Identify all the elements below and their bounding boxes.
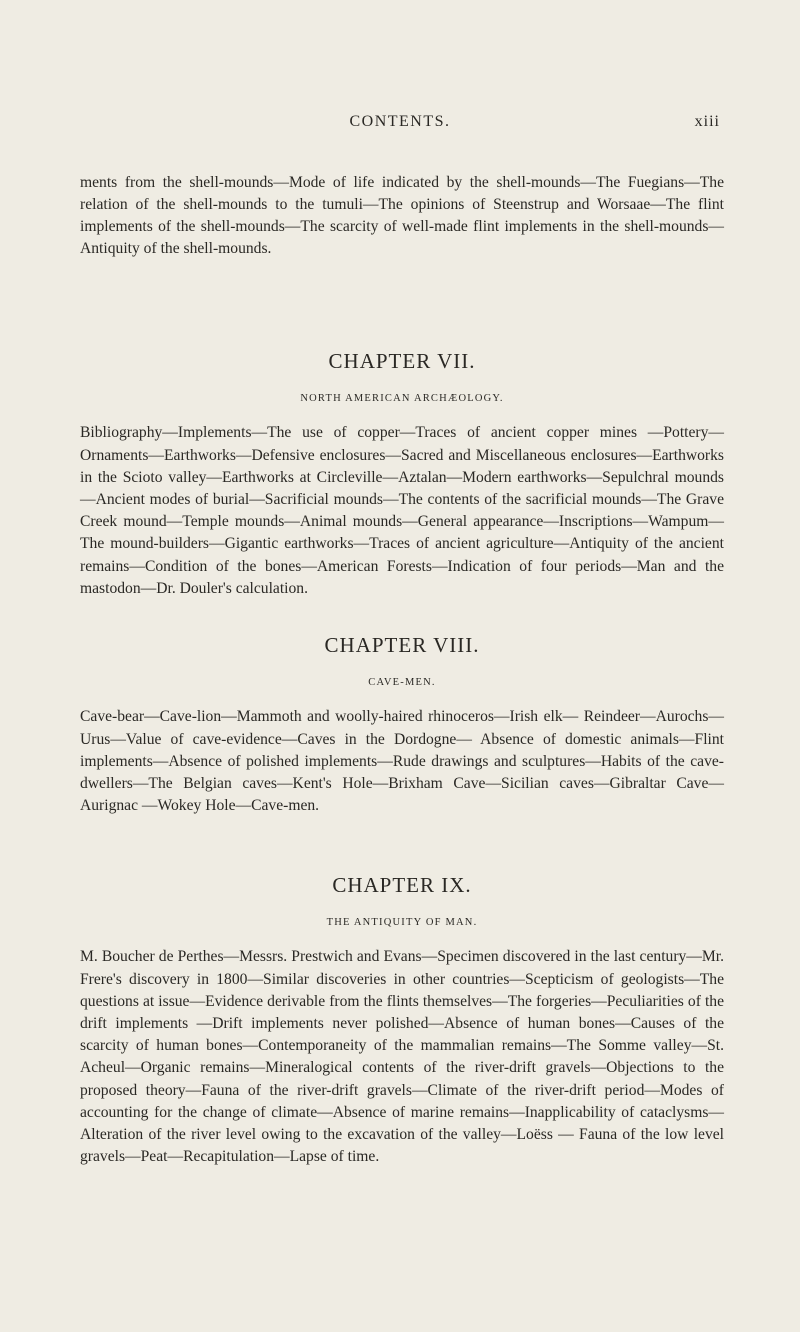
chapter-summary: Bibliography—Implements—The use of copper—Traces of ancient copper mines —Pottery—Ornaments—Earthworks—Defensive enclosures—Sacred and Miscellaneous enclosures—Earthworks in the Scioto valley—Earthworks at Circleville—Aztalan—Modern earthworks—Sepulchral mounds—Ancient modes of burial—Sacrificial mounds—The contents of the sacrificial mounds—The Grave Creek mound—Temple mounds—Animal mounds—General appearance—Inscriptions—Wampum—The mound-builders—Gigantic earthworks—Traces of ancient agriculture—Antiquity of the ancient remains—Condition of the bones—American Forests—Indication of four periods—Man and the mastodon—Dr. Douler's calculation. [80, 424, 724, 597]
chapter-subtitle: NORTH AMERICAN ARCHÆOLOGY. [300, 393, 504, 405]
intro-paragraph: ments from the shell-mounds—Mode of life indicated by the shell-mounds—The Fuegians—The relation of the shell-mounds to the tumuli—The opinions of Steenstrup and Worsaae—The flint implements of the shell-mounds—The scarcity of well-made flint implements in the shell-mounds—Antiquity of the shell-mounds. [80, 173, 724, 258]
chapter-title: CHAPTER IX. [332, 873, 472, 897]
running-title: CONTENTS. [349, 113, 451, 130]
chapter-subtitle: CAVE-MEN. [368, 677, 436, 689]
running-head [80, 113, 720, 135]
chapter-ix [80, 874, 724, 1168]
chapter-summary: M. Boucher de Perthes—Messrs. Prestwich and Evans—Specimen discovered in the last century—Mr. Frere's discovery in 1800—Similar discoveries in other countries—Scepticism of geologists—The questions at issue—Evidence derivable from the flints themselves—The forgeries—Peculiarities of the drift implements —Drift implements never polished—Absence of human bones—Causes of the scarcity of human bones—Contemporaneity of the mammalian remains—The Somme valley—St. Acheul—Organic remains—Mineralogical contents of the river-drift gravels—Objections to the proposed theory—Fauna of the river-drift gravels—Climate of the river-drift period—Modes of accounting for the change of climate—Absence of marine remains—Inapplicability of cataclysms—Alteration of the river level owing to the excavation of the valley—Loëss — Fauna of the low level gravels—Peat—Recapitulation—Lapse of time. [80, 948, 724, 1166]
chapter-title: CHAPTER VII. [328, 349, 476, 373]
chapter-vii [80, 350, 724, 600]
chapter-subtitle: THE ANTIQUITY OF MAN. [326, 917, 478, 929]
chapter-title: CHAPTER VIII. [324, 633, 480, 657]
page-number: xiii [694, 113, 720, 130]
chapter-summary: Cave-bear—Cave-lion—Mammoth and woolly-haired rhinoceros—Irish elk— Reindeer—Aurochs—Urus—Value of cave-evidence—Caves in the Dordogne— Absence of domestic animals—Flint implements—Absence of polished implements—Rude drawings and sculptures—Habits of the cave-dwellers—The Belgian caves—Kent's Hole—Brixham Cave—Sicilian caves—Gibraltar Cave—Aurignac —Wokey Hole—Cave-men. [80, 708, 724, 815]
chapter-viii [80, 634, 724, 817]
